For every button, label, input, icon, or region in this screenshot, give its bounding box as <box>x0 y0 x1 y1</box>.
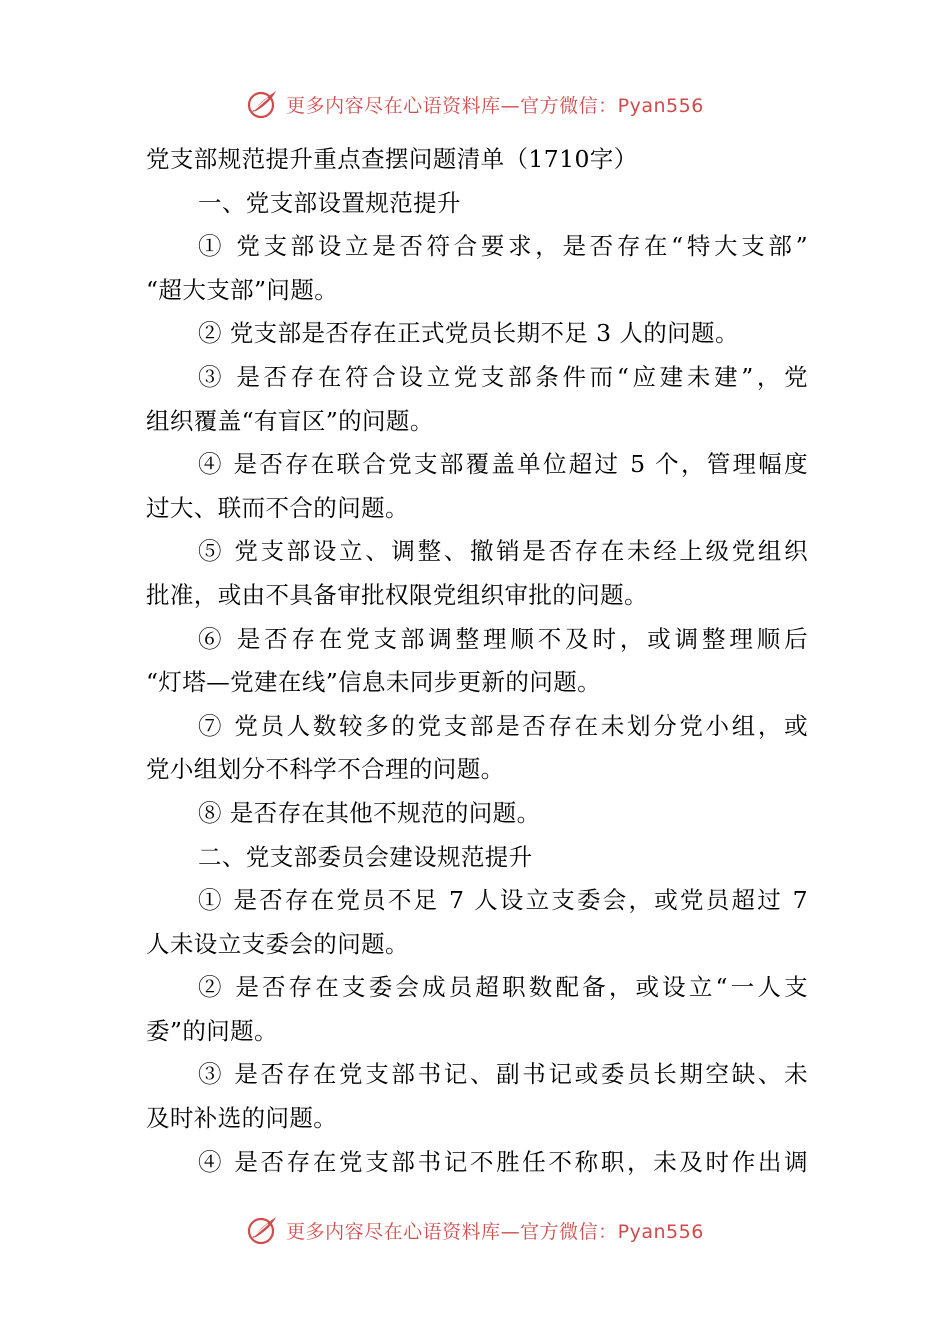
paragraph-line: ⑥ 是否存在党支部调整理顺不及时，或调整理顺后 <box>198 624 808 653</box>
header-banner-inner <box>246 87 704 121</box>
paragraph-line: ⑦ 党员人数较多的党支部是否存在未划分党小组，或 <box>198 711 808 740</box>
document-body <box>146 138 808 1184</box>
paragraph-line: ⑤ 党支部设立、调整、撤销是否存在未经上级党组织 <box>198 537 808 566</box>
paragraph-line: ④ 是否存在党支部书记不胜任不称职，未及时作出调 <box>198 1147 808 1176</box>
header-banner-text: 更多内容尽在心语资料库—官方微信：Pyan556 <box>286 94 704 117</box>
section-heading: 一、党支部设置规范提升 <box>198 188 461 217</box>
paragraph-line: “灯塔—党建在线”信息未同步更新的问题。 <box>146 668 602 697</box>
footer-banner-inner <box>246 1213 704 1247</box>
paragraph-line: 及时补选的问题。 <box>146 1104 338 1133</box>
paragraph-line: ④ 是否存在联合党支部覆盖单位超过 5 个，管理幅度 <box>198 450 808 479</box>
paragraph-line: 批准，或由不具备审批权限党组织审批的问题。 <box>146 580 648 609</box>
footer-watermark-banner <box>0 1208 950 1252</box>
paragraph-line: ① 党支部设立是否符合要求，是否存在“特大支部” <box>198 232 808 261</box>
paragraph-line: ① 是否存在党员不足 7 人设立支委会，或党员超过 7 <box>198 886 808 915</box>
paragraph-line: ⑧ 是否存在其他不规范的问题。 <box>198 798 541 827</box>
section-heading: 二、党支部委员会建设规范提升 <box>198 842 533 871</box>
paragraph-line: ② 是否存在支委会成员超职数配备，或设立“一人支 <box>198 973 808 1002</box>
paragraph-line: “超大支部”问题。 <box>146 275 339 304</box>
paragraph-line: 过大、联而不合的问题。 <box>146 493 409 522</box>
paragraph-line: 委”的问题。 <box>146 1016 278 1045</box>
footer-banner-text: 更多内容尽在心语资料库—官方微信：Pyan556 <box>286 1220 704 1243</box>
paragraph-line: ② 党支部是否存在正式党员长期不足 3 人的问题。 <box>198 319 739 348</box>
quill-logo-icon <box>246 87 280 121</box>
paragraph-line: 组织覆盖“有盲区”的问题。 <box>146 406 434 435</box>
paragraph-line: 人未设立支委会的问题。 <box>146 929 409 958</box>
quill-logo-icon <box>246 1213 280 1247</box>
document-title: 党支部规范提升重点查摆问题清单（1710字） <box>146 145 638 173</box>
paragraph-line: 党小组划分不科学不合理的问题。 <box>146 755 505 784</box>
paragraph-line: ③ 是否存在符合设立党支部条件而“应建未建”，党 <box>198 362 808 391</box>
header-watermark-banner <box>0 82 950 126</box>
paragraph-line: ③ 是否存在党支部书记、副书记或委员长期空缺、未 <box>198 1060 808 1089</box>
